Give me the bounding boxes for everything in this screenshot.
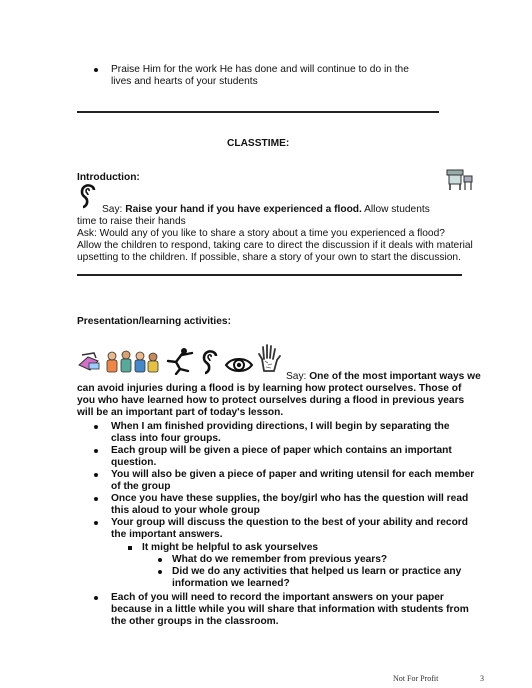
- bullet: [94, 521, 98, 525]
- movement-icon: [162, 347, 196, 375]
- children-group-icon: [104, 349, 160, 375]
- list-item: this aloud to your whole group: [111, 505, 260, 516]
- list-item: the important answers.: [111, 529, 223, 540]
- list-item: the other groups in the classroom.: [111, 616, 279, 627]
- sub-bullet: [128, 546, 132, 550]
- divider: [77, 274, 462, 276]
- list-item: You will also be given a piece of paper and writing utensil for each member: [111, 469, 475, 480]
- presentation-heading: Presentation/learning activities:: [77, 316, 231, 327]
- list-item: Each group will be given a piece of paper which contains an important: [111, 445, 452, 456]
- presentation-say-line: you who have learned how to protect ourselves during a flood in previous years: [77, 395, 465, 406]
- list-item: What do we remember from previous years?: [172, 554, 388, 565]
- say-emphasis: One of the most important ways we: [309, 371, 481, 382]
- list-item: information we learned?: [172, 578, 290, 589]
- list-item: When I am finished providing directions, I will begin by separating the: [111, 421, 450, 432]
- page-number: 3: [480, 674, 484, 683]
- list-item: Your group will discuss the question to the best of your ability and record: [111, 517, 468, 528]
- list-item: question.: [111, 457, 157, 468]
- intro-line: upsetting to the children. If possible, share a story of your own to start the discussion.: [77, 252, 461, 263]
- presentation-say-line: will be an important part of today's lesson.: [77, 407, 284, 418]
- classtime-heading: CLASSTIME:: [227, 138, 290, 149]
- eye-icon: [224, 356, 254, 374]
- list-item: because in a little while you will share that information with students from: [111, 604, 469, 615]
- ear-icon: [78, 182, 100, 210]
- divider: [77, 111, 439, 113]
- bullet: [94, 68, 98, 72]
- introduction-heading: Introduction:: [77, 172, 140, 183]
- say-label: Say:: [286, 371, 310, 382]
- top-bullet-line: lives and hearts of your students: [111, 76, 258, 87]
- intro-line: Allow the children to respond, taking care to direct the discussion if it deals with material: [77, 240, 473, 251]
- list-item: of the group: [111, 481, 171, 492]
- top-bullet-line: Praise Him for the work He has done and will continue to do in the: [111, 64, 409, 75]
- bullet: [94, 425, 98, 429]
- bullet: [94, 473, 98, 477]
- bullet: [94, 596, 98, 600]
- intro-line: Ask: Would any of you like to share a story about a time you experienced a flood?: [77, 228, 445, 239]
- list-item: class into four groups.: [111, 433, 221, 444]
- bullet: [158, 570, 162, 574]
- bullet: [158, 558, 162, 562]
- list-item: Did we do any activities that helped us learn or practice any: [172, 566, 462, 577]
- teacher-desk-icon: [445, 166, 475, 192]
- intro-line: time to raise their hands: [77, 216, 186, 227]
- hand-icon: [256, 343, 282, 373]
- presentation-say-line: can avoid injuries during a flood is by learning how protect ourselves. Those of: [77, 383, 462, 394]
- footer-text: Not For Profit: [393, 674, 439, 683]
- say-label: Say:: [102, 204, 126, 215]
- list-item: Once you have these supplies, the boy/girl who has the question will read: [111, 493, 469, 504]
- list-item: It might be helpful to ask yourselves: [142, 542, 319, 553]
- bullet: [94, 497, 98, 501]
- presentation-say-line: [286, 371, 481, 383]
- ear-icon: [200, 348, 222, 376]
- bullet: [94, 449, 98, 453]
- writing-icon: [76, 351, 104, 373]
- say-rest: Allow students: [361, 204, 430, 215]
- list-item: Each of you will need to record the important answers on your paper: [111, 592, 444, 603]
- intro-say-line: [102, 204, 430, 216]
- say-emphasis: Raise your hand if you have experienced a flood.: [125, 204, 362, 215]
